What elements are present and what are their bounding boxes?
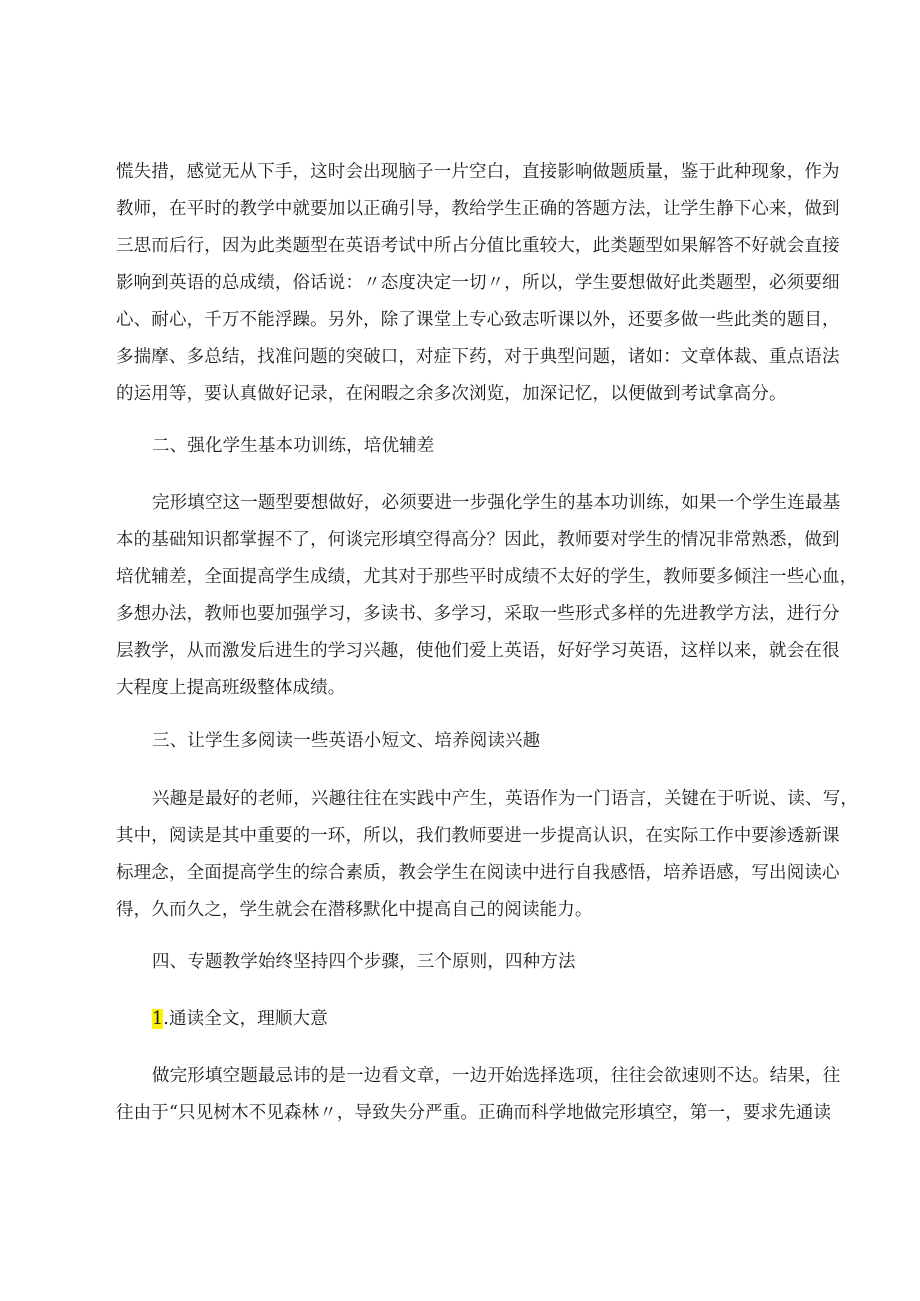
para1-line-5: 心、耐心，千万不能浮躁。另外，除了课堂上专心致志听课以外，还要多做一些此类的题目， — [116, 310, 840, 330]
para1-line-3: 三思而后行，因为此类题型在英语考试中所占分值比重较大，此类题型如果解答不好就会直接 — [116, 236, 840, 256]
para1-line-4: 影响到英语的总成绩，俗话说：〃态度决定一切〃，所以，学生要想做好此类题型，必须要细 — [116, 273, 840, 293]
para2-line-2: 本的基础知识都掌握不了，何谈完形填空得高分？因此，教师要对学生的情况非常熟悉，做到 — [116, 530, 840, 550]
subheading-1 — [152, 1007, 328, 1031]
para3-line-2: 其中，阅读是其中重要的一环，所以，我们教师要进一步提高认识，在实际工作中要渗透新课 — [116, 826, 840, 846]
section-heading-3: 三、让学生多阅读一些英语小短文、培养阅读兴趣 — [152, 731, 541, 751]
para3-line-1: 兴趣是最好的老师，兴趣往往在实践中产生，英语作为一门语言，关键在于听说、读、写， — [152, 789, 858, 809]
subheading-1-text: .通读全文，理顺大意 — [163, 1009, 328, 1029]
para2-line-3: 培优辅差，全面提高学生成绩，尤其对于那些平时成绩不太好的学生，教师要多倾注一些心血， — [116, 567, 858, 587]
section-heading-4: 四、专题教学始终坚持四个步骤，三个原则，四种方法 — [152, 952, 576, 972]
para4-line-2: 往由于“只见树木不见森林〃，导致失分严重。正确而科学地做完形填空，第一，要求先通读 — [116, 1103, 832, 1123]
para1-line-1: 慌失措，感觉无从下手，这时会出现脑子一片空白，直接影响做题质量，鉴于此种现象，作为 — [116, 162, 840, 182]
para3-line-3: 标理念，全面提高学生的综合素质，教会学生在阅读中进行自我感悟，培养语感，写出阅读心 — [116, 863, 840, 883]
para1-line-6: 多揣摩、多总结，找准问题的突破口，对症下药，对于典型问题，诸如：文章体裁、重点语法 — [116, 347, 840, 367]
para3-line-4: 得，久而久之，学生就会在潜移默化中提高自己的阅读能力。 — [116, 900, 593, 920]
highlighted-number: 1 — [152, 1009, 164, 1029]
para1-line-7: 的运用等，要认真做好记录，在闲暇之余多次浏览，加深记忆，以便做到考试拿高分。 — [116, 384, 787, 404]
para2-line-5: 层教学，从而激发后进生的学习兴趣，使他们爱上英语，好好学习英语，这样以来，就会在很 — [116, 641, 840, 661]
para2-line-1: 完形填空这一题型要想做好，必须要进一步强化学生的基本功训练，如果一个学生连最基 — [152, 493, 841, 513]
section-heading-2: 二、强化学生基本功训练，培优辅差 — [152, 436, 435, 456]
para2-line-4: 多想办法，教师也要加强学习，多读书、多学习，采取一些形式多样的先进教学方法，进行分 — [116, 604, 840, 624]
para1-line-2: 教师，在平时的教学中就要加以正确引导，教给学生正确的答题方法，让学生静下心来，做到 — [116, 199, 840, 219]
para2-line-6: 大程度上提高班级整体成绩。 — [116, 678, 346, 698]
para4-line-1: 做完形填空题最忌讳的是一边看文章，一边开始选择选项，往往会欲速则不达。结果，往 — [152, 1066, 841, 1086]
